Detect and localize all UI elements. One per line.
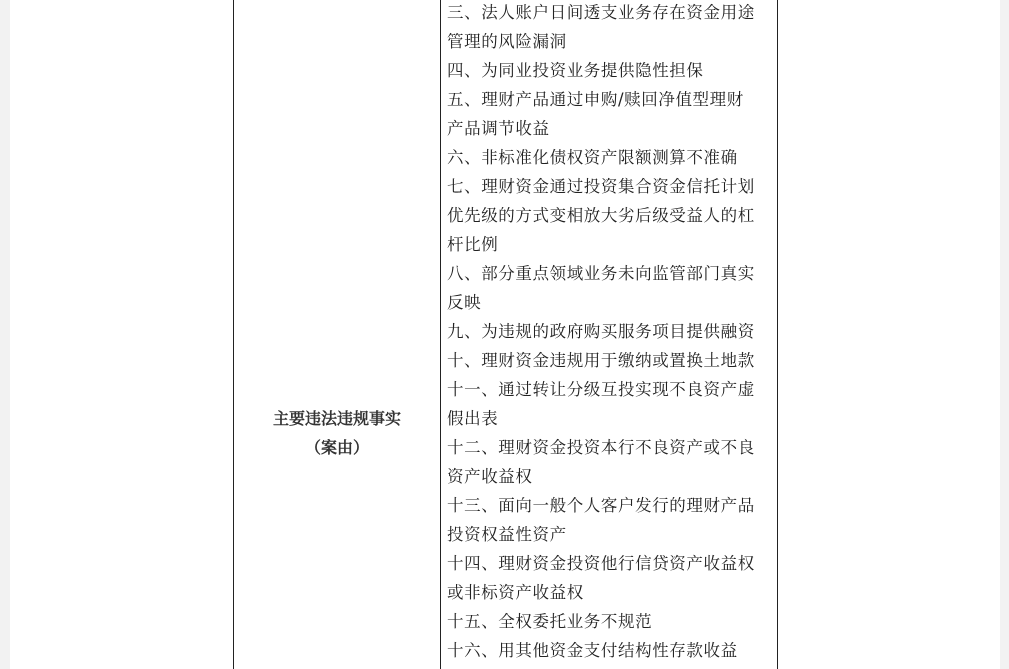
violation-line: 管理的风险漏洞 (447, 32, 567, 51)
violation-line: 十二、理财资金投资本行不良资产或不良 (447, 438, 755, 457)
violation-line: 四、为同业投资业务提供隐性担保 (447, 61, 704, 80)
violation-line: 三、法人账户日间透支业务存在资金用途 (447, 3, 755, 22)
table-border-left (233, 0, 234, 669)
violation-line: 资产收益权 (447, 467, 533, 486)
violation-line: 六、非标准化债权资产限额测算不准确 (447, 148, 738, 167)
table-border-middle (440, 0, 441, 669)
violation-line: 杆比例 (447, 235, 499, 254)
violation-line: 十六、用其他资金支付结构性存款收益 (447, 641, 738, 660)
violation-line: 九、为违规的政府购买服务项目提供融资 (447, 322, 755, 341)
violation-line: 产品调节收益 (447, 119, 550, 138)
violation-line: 十三、面向一般个人客户发行的理财产品 (447, 496, 755, 515)
case-label-cell (234, 404, 440, 462)
case-label-subtitle: （案由） (304, 438, 369, 457)
violation-line: 投资权益性资产 (447, 525, 567, 544)
violation-line: 或非标资产收益权 (447, 583, 584, 602)
violation-line: 优先级的方式变相放大劣后级受益人的杠 (447, 206, 755, 225)
case-label-title: 主要违法违规事实 (272, 409, 401, 428)
violation-line: 十、理财资金违规用于缴纳或置换土地款 (447, 351, 755, 370)
violation-line: 十四、理财资金投资他行信贷资产收益权 (447, 554, 755, 573)
violation-line: 八、部分重点领域业务未向监管部门真实 (447, 264, 755, 283)
document-page (10, 0, 1000, 669)
violation-line: 十一、通过转让分级互投实现不良资产虚 (447, 380, 755, 399)
violation-line: 假出表 (447, 409, 499, 428)
violation-line: 七、理财资金通过投资集合资金信托计划 (447, 177, 755, 196)
violation-line: 反映 (447, 293, 482, 312)
violation-line: 十五、全权委托业务不规范 (447, 612, 653, 631)
violations-cell (447, 0, 781, 665)
violation-line: 五、理财产品通过申购/赎回净值型理财 (447, 90, 744, 109)
